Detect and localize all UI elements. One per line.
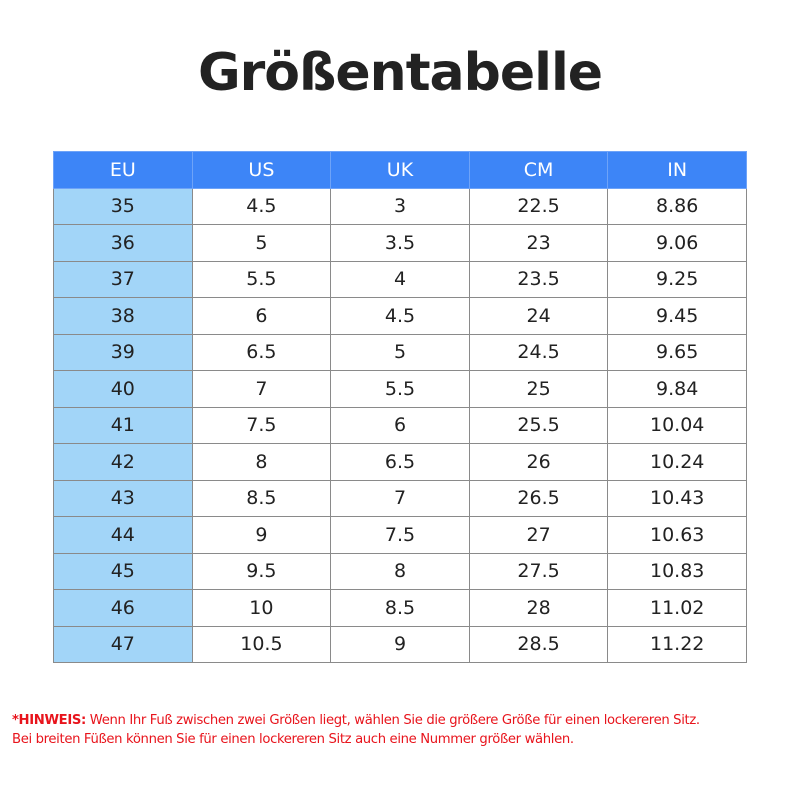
cell-us: 10	[192, 590, 331, 627]
column-header-uk: UK	[331, 152, 470, 189]
cell-in: 11.22	[608, 626, 747, 663]
cell-us: 8	[192, 444, 331, 481]
cell-eu: 47	[54, 626, 193, 663]
cell-us: 7.5	[192, 407, 331, 444]
cell-cm: 22.5	[469, 188, 608, 225]
cell-uk: 5	[331, 334, 470, 371]
cell-cm: 24	[469, 298, 608, 335]
hint-note	[12, 711, 792, 749]
cell-eu: 39	[54, 334, 193, 371]
column-header-cm: CM	[469, 152, 608, 189]
table-row	[54, 553, 747, 590]
cell-us: 6	[192, 298, 331, 335]
hint-label: *HINWEIS:	[12, 713, 86, 728]
table-row	[54, 188, 747, 225]
cell-in: 9.65	[608, 334, 747, 371]
cell-cm: 27	[469, 517, 608, 554]
cell-uk: 9	[331, 626, 470, 663]
cell-eu: 37	[54, 261, 193, 298]
cell-us: 9	[192, 517, 331, 554]
table-row	[54, 517, 747, 554]
cell-cm: 28.5	[469, 626, 608, 663]
cell-uk: 8	[331, 553, 470, 590]
cell-cm: 28	[469, 590, 608, 627]
cell-cm: 25	[469, 371, 608, 408]
cell-us: 10.5	[192, 626, 331, 663]
table-row	[54, 225, 747, 262]
cell-us: 8.5	[192, 480, 331, 517]
cell-eu: 36	[54, 225, 193, 262]
table-body	[54, 188, 747, 663]
cell-uk: 3	[331, 188, 470, 225]
cell-us: 4.5	[192, 188, 331, 225]
cell-uk: 5.5	[331, 371, 470, 408]
cell-cm: 27.5	[469, 553, 608, 590]
cell-eu: 45	[54, 553, 193, 590]
cell-in: 9.06	[608, 225, 747, 262]
cell-uk: 7.5	[331, 517, 470, 554]
table-row	[54, 407, 747, 444]
cell-uk: 6	[331, 407, 470, 444]
cell-uk: 4	[331, 261, 470, 298]
cell-in: 9.84	[608, 371, 747, 408]
column-header-in: IN	[608, 152, 747, 189]
table-row	[54, 444, 747, 481]
table-row	[54, 298, 747, 335]
table-row	[54, 261, 747, 298]
table-row	[54, 371, 747, 408]
cell-in: 10.43	[608, 480, 747, 517]
hint-line-2: Bei breiten Füßen können Sie für einen lockereren Sitz auch eine Nummer größer wählen.	[12, 732, 574, 747]
column-header-eu: EU	[54, 152, 193, 189]
table-row	[54, 334, 747, 371]
cell-uk: 4.5	[331, 298, 470, 335]
cell-us: 5.5	[192, 261, 331, 298]
cell-eu: 35	[54, 188, 193, 225]
cell-eu: 40	[54, 371, 193, 408]
cell-eu: 38	[54, 298, 193, 335]
cell-uk: 7	[331, 480, 470, 517]
cell-cm: 23	[469, 225, 608, 262]
cell-in: 11.02	[608, 590, 747, 627]
table-row	[54, 590, 747, 627]
table-row	[54, 480, 747, 517]
column-header-us: US	[192, 152, 331, 189]
cell-cm: 24.5	[469, 334, 608, 371]
cell-in: 10.24	[608, 444, 747, 481]
cell-eu: 46	[54, 590, 193, 627]
cell-in: 10.83	[608, 553, 747, 590]
cell-in: 10.63	[608, 517, 747, 554]
hint-line-1: Wenn Ihr Fuß zwischen zwei Größen liegt, wählen Sie die größere Größe für einen lockereren Sitz.	[85, 713, 700, 728]
page-title: Größentabelle	[197, 43, 603, 103]
cell-eu: 41	[54, 407, 193, 444]
cell-in: 10.04	[608, 407, 747, 444]
cell-us: 7	[192, 371, 331, 408]
cell-cm: 26.5	[469, 480, 608, 517]
cell-in: 9.25	[608, 261, 747, 298]
cell-uk: 3.5	[331, 225, 470, 262]
table-header-row	[54, 152, 747, 189]
cell-cm: 26	[469, 444, 608, 481]
size-chart-table	[53, 151, 747, 663]
cell-us: 9.5	[192, 553, 331, 590]
cell-eu: 42	[54, 444, 193, 481]
cell-cm: 25.5	[469, 407, 608, 444]
table-row	[54, 626, 747, 663]
cell-in: 9.45	[608, 298, 747, 335]
cell-uk: 8.5	[331, 590, 470, 627]
cell-eu: 43	[54, 480, 193, 517]
cell-us: 5	[192, 225, 331, 262]
cell-eu: 44	[54, 517, 193, 554]
cell-in: 8.86	[608, 188, 747, 225]
cell-us: 6.5	[192, 334, 331, 371]
cell-uk: 6.5	[331, 444, 470, 481]
cell-cm: 23.5	[469, 261, 608, 298]
